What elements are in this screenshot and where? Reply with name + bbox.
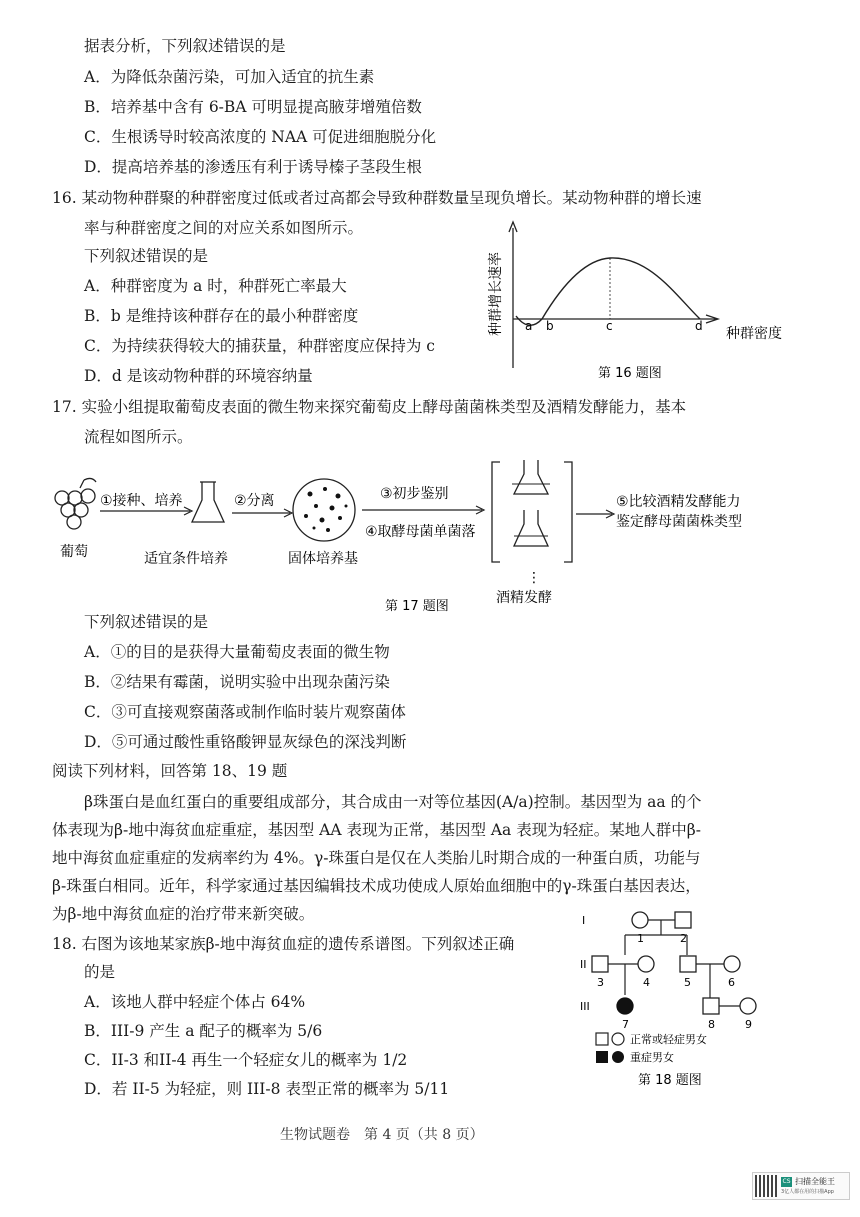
- figure-caption: 第 18 题图: [638, 1073, 702, 1088]
- id-7: 7: [622, 1018, 629, 1031]
- id-5: 5: [684, 976, 691, 989]
- point-d-label: d: [695, 319, 703, 333]
- q18-pedigree-figure: [580, 900, 800, 1092]
- q17-question-line1: 17. 实验小组提取葡萄皮表面的微生物来探究葡萄皮上酵母菌菌株类型及酒精发酵能力，基本: [52, 398, 687, 416]
- page-footer: 生物试题卷 第 4 页（共 8 页）: [280, 1127, 484, 1143]
- point-c-label: c: [606, 319, 613, 333]
- q18-question-line1: 18. 右图为该地某家族β-地中海贫血症的遗传系谱图。下列叙述正确: [52, 935, 515, 953]
- individual-2-male: [675, 912, 691, 928]
- id-3: 3: [597, 976, 604, 989]
- q15-option-a: A．为降低杂菌污染，可加入适宜的抗生素: [84, 68, 375, 86]
- legend-normal-label: 正常或轻症男女: [630, 1033, 707, 1046]
- q18-option-a: A．该地人群中轻症个体占 64%: [84, 993, 306, 1011]
- q15-stem: 据表分析，下列叙述错误的是: [84, 37, 286, 55]
- legend-affected-female-icon: [612, 1051, 624, 1063]
- step1-label: ①接种、培养: [100, 493, 183, 509]
- q15-option-b: B．培养基中含有 6-BA 可明显提高腋芽增殖倍数: [84, 98, 422, 116]
- id-6: 6: [728, 976, 735, 989]
- stamp-title: 扫描全能王: [795, 1177, 835, 1186]
- material-line-2: 体表现为β-地中海贫血症重症，基因型 AA 表现为正常，基因型 Aa 表现为轻症。某地人群中β-: [52, 821, 701, 839]
- q16-question-line1: 16. 某动物种群聚的种群密度过低或者过高都会导致种群数量呈现负增长。某动物种群的增长速: [52, 189, 702, 207]
- material-line-4: β-珠蛋白相同。近年，科学家通过基因编辑技术成功使成人原始血细胞中的γ-珠蛋白基因表达，: [52, 877, 701, 895]
- id-2: 2: [680, 932, 687, 945]
- point-a-label: a: [525, 319, 533, 333]
- q16-option-b: B．b 是维持该种群存在的最小种群密度: [84, 307, 359, 325]
- q18-option-c: C．II-3 和II-4 再生一个轻症女儿的概率为 1/2: [84, 1051, 408, 1069]
- material-line-1: β珠蛋白是血红蛋白的重要组成部分，其合成由一对等位基因(A/a)控制。基因型为 aa 的个: [84, 793, 702, 811]
- q16-question-line2: 率与种群密度之间的对应关系如图所示。: [84, 219, 364, 237]
- x-axis-label: 种群密度: [726, 326, 782, 342]
- q16-option-a: A．种群密度为 a 时，种群死亡率最大: [84, 277, 347, 295]
- material-heading: 阅读下列材料，回答第 18、19 题: [52, 762, 288, 780]
- id-9: 9: [745, 1018, 752, 1031]
- q17-process-figure: [40, 458, 820, 618]
- material-line-3: 地中海贫血症重症的发病率约为 4%。γ-珠蛋白是仅在人类胎儿时期合成的一种蛋白质，功能与: [52, 849, 701, 867]
- material-line-5: 为β-地中海贫血症的治疗带来新突破。: [52, 905, 315, 923]
- gen-label-III: III: [580, 1000, 590, 1013]
- q18-option-d: D．若 II-5 为轻症，则 III-8 表型正常的概率为 5/11: [84, 1080, 450, 1098]
- individual-8-male: [703, 998, 719, 1014]
- legend-affected-male-icon: [596, 1051, 608, 1063]
- figure-caption: 第 16 题图: [598, 366, 662, 381]
- grape-icon: [55, 478, 96, 529]
- figure-caption: 第 17 题图: [385, 599, 449, 614]
- right-bracket: [564, 462, 572, 562]
- colony-dots: [304, 487, 348, 532]
- id-4: 4: [643, 976, 650, 989]
- growth-curve: [516, 258, 700, 325]
- flask-icon: [192, 482, 224, 522]
- q17-option-b: B．②结果有霉菌，说明实验中出现杂菌污染: [84, 673, 390, 691]
- legend-affected-label: 重症男女: [630, 1051, 674, 1064]
- flask-top-icon: [514, 460, 548, 494]
- step3-label: ③初步鉴别: [380, 486, 449, 502]
- individual-4-female: [638, 956, 654, 972]
- point-b-label: b: [546, 319, 554, 333]
- q17-stem: 下列叙述错误的是: [84, 613, 209, 631]
- q16-growth-rate-figure: [480, 218, 800, 398]
- individual-6-female: [724, 956, 740, 972]
- q18-question-line2: 的是: [84, 963, 116, 981]
- q17-option-a: A．①的目的是获得大量葡萄皮表面的微生物: [84, 643, 390, 661]
- individual-3-male: [592, 956, 608, 972]
- flask-bottom-icon: [514, 510, 548, 546]
- individual-9-female: [740, 998, 756, 1014]
- id-8: 8: [708, 1018, 715, 1031]
- legend-normal-male-icon: [596, 1033, 608, 1045]
- gen-label-II: II: [580, 958, 587, 971]
- q15-option-d: D．提高培养基的渗透压有利于诱导榛子茎段生根: [84, 158, 422, 176]
- step2-label: ②分离: [234, 493, 275, 509]
- q17-question-line2: 流程如图所示。: [84, 428, 193, 446]
- stamp-subtitle: 3亿人都在用的扫描App: [781, 1189, 834, 1195]
- scanner-watermark: [752, 1172, 850, 1200]
- q15-option-c: C．生根诱导时较高浓度的 NAA 可促进细胞脱分化: [84, 128, 437, 146]
- q16-stem: 下列叙述错误的是: [84, 247, 209, 265]
- cs-logo-icon: CS: [782, 1178, 791, 1185]
- id-1: 1: [637, 932, 644, 945]
- q17-option-d: D．⑤可通过酸性重铬酸钾显灰绿色的深浅判断: [84, 733, 407, 751]
- step5-label-line1: ⑤比较酒精发酵能力: [616, 494, 741, 510]
- plate-label: 固体培养基: [288, 551, 358, 567]
- step4-label: ④取酵母菌单菌落: [365, 524, 476, 540]
- pedigree-lines: [608, 920, 740, 1006]
- q16-option-c: C．为持续获得较大的捕获量，种群密度应保持为 c: [84, 337, 435, 355]
- grape-label: 葡萄: [60, 544, 88, 560]
- individual-7-affected-female: [617, 998, 633, 1014]
- left-bracket: [492, 462, 500, 562]
- qr-code-icon: [755, 1175, 777, 1197]
- gen-label-I: I: [582, 914, 586, 927]
- q17-option-c: C．③可直接观察菌落或制作临时装片观察菌体: [84, 703, 406, 721]
- step1-sub-label: 适宜条件培养: [144, 551, 228, 567]
- step5-label-line2: 鉴定酵母菌菌株类型: [616, 514, 742, 530]
- q18-option-b: B．III-9 产生 a 配子的概率为 5/6: [84, 1022, 323, 1040]
- ellipsis-dots: ⋮: [527, 570, 541, 586]
- individual-5-male: [680, 956, 696, 972]
- ferment-label: 酒精发酵: [496, 590, 552, 606]
- individual-1-female: [632, 912, 648, 928]
- legend-normal-female-icon: [612, 1033, 624, 1045]
- q16-option-d: D．d 是该动物种群的环境容纳量: [84, 367, 313, 385]
- y-axis-label: 种群增长速率: [488, 252, 504, 336]
